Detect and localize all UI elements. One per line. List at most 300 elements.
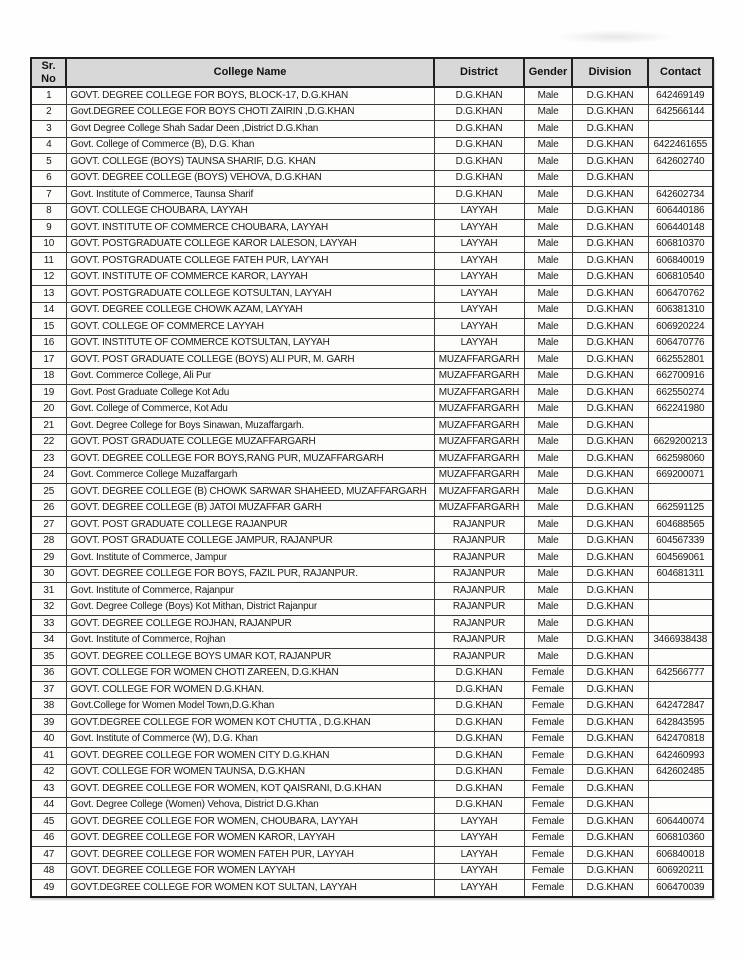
cell-contact: 606920224 <box>648 319 713 336</box>
cell-district: LAYYAH <box>434 236 524 253</box>
cell-contact: 606470762 <box>648 286 713 303</box>
cell-division: D.G.KHAN <box>572 418 648 435</box>
cell-gender: Male <box>524 170 572 187</box>
cell-contact <box>648 170 713 187</box>
cell-division: D.G.KHAN <box>572 319 648 336</box>
cell-gender: Male <box>524 121 572 138</box>
cell-sr_no: 28 <box>31 533 66 550</box>
cell-division: D.G.KHAN <box>572 385 648 402</box>
cell-sr_no: 41 <box>31 748 66 765</box>
cell-district: RAJANPUR <box>434 550 524 567</box>
cell-district: D.G.KHAN <box>434 731 524 748</box>
cell-division: D.G.KHAN <box>572 137 648 154</box>
cell-district: MUZAFFARGARH <box>434 368 524 385</box>
cell-gender: Male <box>524 104 572 121</box>
cell-gender: Male <box>524 616 572 633</box>
cell-division: D.G.KHAN <box>572 632 648 649</box>
cell-contact <box>648 121 713 138</box>
cell-gender: Female <box>524 863 572 880</box>
cell-sr_no: 10 <box>31 236 66 253</box>
table-row <box>31 302 713 319</box>
table-row <box>31 715 713 732</box>
column-header-gender: Gender <box>524 58 572 87</box>
cell-division: D.G.KHAN <box>572 566 648 583</box>
cell-district: D.G.KHAN <box>434 764 524 781</box>
cell-sr_no: 49 <box>31 880 66 897</box>
table-row <box>31 764 713 781</box>
cell-college_name: GOVT.DEGREE COLLEGE FOR WOMEN KOT CHUTTA , D.G.KHAN <box>66 715 434 732</box>
table-row <box>31 137 713 154</box>
cell-gender: Male <box>524 269 572 286</box>
cell-gender: Male <box>524 87 572 104</box>
column-header-contact: Contact <box>648 58 713 87</box>
cell-sr_no: 40 <box>31 731 66 748</box>
cell-sr_no: 18 <box>31 368 66 385</box>
cell-contact <box>648 649 713 666</box>
cell-college_name: GOVT. DEGREE COLLEGE CHOWK AZAM, LAYYAH <box>66 302 434 319</box>
table-row <box>31 616 713 633</box>
cell-contact: 604688565 <box>648 517 713 534</box>
cell-division: D.G.KHAN <box>572 220 648 237</box>
cell-college_name: GOVT. COLLEGE (BOYS) TAUNSA SHARIF, D.G. KHAN <box>66 154 434 171</box>
cell-division: D.G.KHAN <box>572 814 648 831</box>
cell-gender: Female <box>524 847 572 864</box>
cell-college_name: Govt. Institute of Commerce, Taunsa Sharif <box>66 187 434 204</box>
table-row <box>31 434 713 451</box>
table-row <box>31 731 713 748</box>
cell-division: D.G.KHAN <box>572 599 648 616</box>
cell-gender: Male <box>524 154 572 171</box>
cell-gender: Male <box>524 467 572 484</box>
cell-contact: 606810370 <box>648 236 713 253</box>
cell-gender: Female <box>524 814 572 831</box>
cell-sr_no: 29 <box>31 550 66 567</box>
table-row <box>31 236 713 253</box>
table-row <box>31 220 713 237</box>
cell-contact: 642843595 <box>648 715 713 732</box>
cell-college_name: GOVT. POSTGRADUATE COLLEGE FATEH PUR, LAYYAH <box>66 253 434 270</box>
cell-gender: Male <box>524 335 572 352</box>
cell-contact: 662591125 <box>648 500 713 517</box>
cell-contact <box>648 781 713 798</box>
table-row <box>31 863 713 880</box>
table-row <box>31 880 713 897</box>
cell-district: RAJANPUR <box>434 517 524 534</box>
cell-contact: 662598060 <box>648 451 713 468</box>
cell-college_name: GOVT. DEGREE COLLEGE FOR WOMEN FATEH PUR, LAYYAH <box>66 847 434 864</box>
table-row <box>31 698 713 715</box>
column-header-district: District <box>434 58 524 87</box>
cell-college_name: Govt. Commerce College, Ali Pur <box>66 368 434 385</box>
cell-college_name: Govt.College for Women Model Town,D.G.Khan <box>66 698 434 715</box>
cell-gender: Male <box>524 236 572 253</box>
cell-division: D.G.KHAN <box>572 715 648 732</box>
cell-college_name: GOVT. POST GRADUATE COLLEGE RAJANPUR <box>66 517 434 534</box>
cell-contact: 642602734 <box>648 187 713 204</box>
cell-gender: Male <box>524 401 572 418</box>
cell-college_name: GOVT. POST GRADUATE COLLEGE MUZAFFARGARH <box>66 434 434 451</box>
cell-college_name: GOVT. DEGREE COLLEGE FOR BOYS, FAZIL PUR, RAJANPUR. <box>66 566 434 583</box>
cell-contact: 606470039 <box>648 880 713 897</box>
cell-gender: Male <box>524 385 572 402</box>
table-row <box>31 517 713 534</box>
cell-district: LAYYAH <box>434 269 524 286</box>
cell-contact <box>648 583 713 600</box>
cell-college_name: GOVT. DEGREE COLLEGE BOYS UMAR KOT, RAJANPUR <box>66 649 434 666</box>
cell-division: D.G.KHAN <box>572 781 648 798</box>
cell-division: D.G.KHAN <box>572 352 648 369</box>
cell-district: D.G.KHAN <box>434 781 524 798</box>
cell-sr_no: 47 <box>31 847 66 864</box>
table-row <box>31 368 713 385</box>
cell-district: LAYYAH <box>434 286 524 303</box>
cell-sr_no: 22 <box>31 434 66 451</box>
cell-sr_no: 8 <box>31 203 66 220</box>
cell-gender: Female <box>524 665 572 682</box>
cell-sr_no: 32 <box>31 599 66 616</box>
cell-contact: 662241980 <box>648 401 713 418</box>
cell-district: MUZAFFARGARH <box>434 500 524 517</box>
column-header-sr-no: Sr. No <box>31 58 66 87</box>
table-row <box>31 500 713 517</box>
cell-sr_no: 4 <box>31 137 66 154</box>
table-row <box>31 187 713 204</box>
cell-sr_no: 1 <box>31 87 66 104</box>
cell-sr_no: 39 <box>31 715 66 732</box>
cell-division: D.G.KHAN <box>572 401 648 418</box>
cell-contact: 606810360 <box>648 830 713 847</box>
cell-district: MUZAFFARGARH <box>434 401 524 418</box>
cell-gender: Male <box>524 368 572 385</box>
cell-college_name: Govt. College of Commerce (B), D.G. Khan <box>66 137 434 154</box>
cell-sr_no: 25 <box>31 484 66 501</box>
cell-contact: 642460993 <box>648 748 713 765</box>
cell-contact: 642472847 <box>648 698 713 715</box>
cell-contact: 3466938438 <box>648 632 713 649</box>
table-row <box>31 797 713 814</box>
cell-district: MUZAFFARGARH <box>434 385 524 402</box>
cell-contact: 606470776 <box>648 335 713 352</box>
table-row <box>31 154 713 171</box>
cell-sr_no: 14 <box>31 302 66 319</box>
cell-college_name: GOVT. DEGREE COLLEGE FOR WOMEN, CHOUBARA, LAYYAH <box>66 814 434 831</box>
cell-division: D.G.KHAN <box>572 484 648 501</box>
cell-gender: Female <box>524 682 572 699</box>
cell-contact <box>648 616 713 633</box>
cell-contact: 606381310 <box>648 302 713 319</box>
cell-gender: Male <box>524 533 572 550</box>
cell-college_name: GOVT. COLLEGE FOR WOMEN TAUNSA, D.G.KHAN <box>66 764 434 781</box>
cell-college_name: GOVT. DEGREE COLLEGE (B) CHOWK SARWAR SHAHEED, MUZAFFARGARH <box>66 484 434 501</box>
cell-gender: Male <box>524 286 572 303</box>
column-header-college-name: College Name <box>66 58 434 87</box>
cell-sr_no: 15 <box>31 319 66 336</box>
cell-sr_no: 12 <box>31 269 66 286</box>
table-row <box>31 632 713 649</box>
cell-district: RAJANPUR <box>434 649 524 666</box>
cell-contact: 606440074 <box>648 814 713 831</box>
cell-college_name: GOVT. COLLEGE FOR WOMEN D.G.KHAN. <box>66 682 434 699</box>
cell-gender: Male <box>524 451 572 468</box>
cell-district: D.G.KHAN <box>434 665 524 682</box>
cell-sr_no: 7 <box>31 187 66 204</box>
cell-district: LAYYAH <box>434 863 524 880</box>
cell-division: D.G.KHAN <box>572 451 648 468</box>
cell-contact: 662552801 <box>648 352 713 369</box>
cell-division: D.G.KHAN <box>572 797 648 814</box>
cell-sr_no: 45 <box>31 814 66 831</box>
cell-division: D.G.KHAN <box>572 253 648 270</box>
cell-district: LAYYAH <box>434 880 524 897</box>
table-row <box>31 583 713 600</box>
cell-college_name: GOVT. POSTGRADUATE COLLEGE KOTSULTAN, LAYYAH <box>66 286 434 303</box>
cell-college_name: Govt. Institute of Commerce, Rojhan <box>66 632 434 649</box>
cell-college_name: GOVT. COLLEGE FOR WOMEN CHOTI ZAREEN, D.G.KHAN <box>66 665 434 682</box>
cell-sr_no: 38 <box>31 698 66 715</box>
cell-college_name: Govt. Post Graduate College Kot Adu <box>66 385 434 402</box>
cell-district: LAYYAH <box>434 319 524 336</box>
scan-artifact <box>555 30 675 44</box>
cell-college_name: Govt. Institute of Commerce (W), D.G. Khan <box>66 731 434 748</box>
cell-district: LAYYAH <box>434 847 524 864</box>
cell-district: D.G.KHAN <box>434 154 524 171</box>
cell-sr_no: 23 <box>31 451 66 468</box>
cell-division: D.G.KHAN <box>572 335 648 352</box>
cell-district: D.G.KHAN <box>434 87 524 104</box>
cell-college_name: GOVT. POST GRADUATE COLLEGE (BOYS) ALI PUR, M. GARH <box>66 352 434 369</box>
cell-college_name: GOVT. DEGREE COLLEGE FOR WOMEN LAYYAH <box>66 863 434 880</box>
cell-district: RAJANPUR <box>434 566 524 583</box>
cell-gender: Male <box>524 302 572 319</box>
cell-district: D.G.KHAN <box>434 187 524 204</box>
cell-district: MUZAFFARGARH <box>434 467 524 484</box>
cell-sr_no: 33 <box>31 616 66 633</box>
cell-division: D.G.KHAN <box>572 550 648 567</box>
cell-contact: 606840019 <box>648 253 713 270</box>
cell-contact: 642602740 <box>648 154 713 171</box>
cell-district: D.G.KHAN <box>434 748 524 765</box>
cell-college_name: GOVT. POST GRADUATE COLLEGE JAMPUR, RAJANPUR <box>66 533 434 550</box>
cell-contact: 604567339 <box>648 533 713 550</box>
cell-division: D.G.KHAN <box>572 170 648 187</box>
cell-sr_no: 42 <box>31 764 66 781</box>
table-row <box>31 533 713 550</box>
cell-college_name: GOVT. DEGREE COLLEGE ROJHAN, RAJANPUR <box>66 616 434 633</box>
cell-college_name: GOVT. DEGREE COLLEGE (B) JATOI MUZAFFAR GARH <box>66 500 434 517</box>
cell-division: D.G.KHAN <box>572 269 648 286</box>
cell-college_name: Govt. Institute of Commerce, Jampur <box>66 550 434 567</box>
table-header-row <box>31 58 713 87</box>
cell-division: D.G.KHAN <box>572 698 648 715</box>
cell-gender: Male <box>524 649 572 666</box>
cell-contact: 6629200213 <box>648 434 713 451</box>
cell-district: D.G.KHAN <box>434 698 524 715</box>
cell-college_name: GOVT. INSTITUTE OF COMMERCE KOTSULTAN, LAYYAH <box>66 335 434 352</box>
cell-college_name: Govt. Degree College (Boys) Kot Mithan, District Rajanpur <box>66 599 434 616</box>
cell-division: D.G.KHAN <box>572 368 648 385</box>
table-row <box>31 467 713 484</box>
table-row <box>31 319 713 336</box>
table-row <box>31 599 713 616</box>
cell-gender: Female <box>524 781 572 798</box>
cell-college_name: GOVT. DEGREE COLLEGE (BOYS) VEHOVA, D.G.KHAN <box>66 170 434 187</box>
cell-division: D.G.KHAN <box>572 500 648 517</box>
cell-gender: Female <box>524 830 572 847</box>
cell-sr_no: 6 <box>31 170 66 187</box>
cell-district: RAJANPUR <box>434 616 524 633</box>
cell-gender: Male <box>524 583 572 600</box>
table-row <box>31 104 713 121</box>
cell-contact <box>648 599 713 616</box>
cell-division: D.G.KHAN <box>572 533 648 550</box>
cell-sr_no: 3 <box>31 121 66 138</box>
table-row <box>31 87 713 104</box>
cell-sr_no: 20 <box>31 401 66 418</box>
cell-contact: 642470818 <box>648 731 713 748</box>
cell-district: LAYYAH <box>434 220 524 237</box>
cell-district: LAYYAH <box>434 253 524 270</box>
cell-district: LAYYAH <box>434 335 524 352</box>
cell-sr_no: 21 <box>31 418 66 435</box>
cell-division: D.G.KHAN <box>572 121 648 138</box>
cell-gender: Male <box>524 550 572 567</box>
cell-district: D.G.KHAN <box>434 104 524 121</box>
table-row <box>31 385 713 402</box>
cell-gender: Male <box>524 220 572 237</box>
cell-contact: 606920211 <box>648 863 713 880</box>
cell-division: D.G.KHAN <box>572 682 648 699</box>
cell-contact: 642566777 <box>648 665 713 682</box>
table-row <box>31 847 713 864</box>
cell-college_name: GOVT.DEGREE COLLEGE FOR WOMEN KOT SULTAN, LAYYAH <box>66 880 434 897</box>
cell-division: D.G.KHAN <box>572 434 648 451</box>
cell-contact: 669200071 <box>648 467 713 484</box>
cell-sr_no: 43 <box>31 781 66 798</box>
cell-district: MUZAFFARGARH <box>434 418 524 435</box>
cell-college_name: GOVT. INSTITUTE OF COMMERCE CHOUBARA, LAYYAH <box>66 220 434 237</box>
cell-division: D.G.KHAN <box>572 187 648 204</box>
cell-college_name: Govt. Degree College (Women) Vehova, District D.G.Khan <box>66 797 434 814</box>
cell-gender: Female <box>524 748 572 765</box>
cell-contact: 662700916 <box>648 368 713 385</box>
cell-gender: Female <box>524 731 572 748</box>
cell-gender: Female <box>524 880 572 897</box>
cell-division: D.G.KHAN <box>572 154 648 171</box>
cell-contact: 606440148 <box>648 220 713 237</box>
cell-gender: Male <box>524 500 572 517</box>
table-row <box>31 550 713 567</box>
cell-contact <box>648 682 713 699</box>
cell-division: D.G.KHAN <box>572 616 648 633</box>
cell-district: D.G.KHAN <box>434 170 524 187</box>
table-row <box>31 121 713 138</box>
cell-division: D.G.KHAN <box>572 764 648 781</box>
cell-contact: 606810540 <box>648 269 713 286</box>
cell-sr_no: 5 <box>31 154 66 171</box>
cell-gender: Male <box>524 434 572 451</box>
cell-contact: 606440186 <box>648 203 713 220</box>
cell-division: D.G.KHAN <box>572 467 648 484</box>
cell-gender: Male <box>524 632 572 649</box>
cell-gender: Female <box>524 698 572 715</box>
college-table-body <box>31 87 713 897</box>
cell-gender: Male <box>524 352 572 369</box>
cell-district: LAYYAH <box>434 302 524 319</box>
cell-contact: 6422461655 <box>648 137 713 154</box>
cell-division: D.G.KHAN <box>572 880 648 897</box>
cell-college_name: GOVT. DEGREE COLLEGE FOR WOMEN KAROR, LAYYAH <box>66 830 434 847</box>
cell-college_name: Govt.DEGREE COLLEGE FOR BOYS CHOTI ZAIRIN ,D.G.KHAN <box>66 104 434 121</box>
cell-college_name: GOVT. COLLEGE CHOUBARA, LAYYAH <box>66 203 434 220</box>
cell-contact <box>648 797 713 814</box>
table-row <box>31 203 713 220</box>
cell-district: RAJANPUR <box>434 533 524 550</box>
cell-division: D.G.KHAN <box>572 302 648 319</box>
cell-college_name: Govt. College of Commerce, Kot Adu <box>66 401 434 418</box>
cell-college_name: GOVT. DEGREE COLLEGE FOR WOMEN, KOT QAISRANI, D.G.KHAN <box>66 781 434 798</box>
table-row <box>31 401 713 418</box>
cell-district: D.G.KHAN <box>434 121 524 138</box>
cell-contact: 642602485 <box>648 764 713 781</box>
cell-division: D.G.KHAN <box>572 863 648 880</box>
cell-division: D.G.KHAN <box>572 731 648 748</box>
column-header-division: Division <box>572 58 648 87</box>
cell-sr_no: 36 <box>31 665 66 682</box>
cell-contact: 604569061 <box>648 550 713 567</box>
cell-sr_no: 46 <box>31 830 66 847</box>
cell-gender: Male <box>524 418 572 435</box>
cell-sr_no: 19 <box>31 385 66 402</box>
cell-college_name: GOVT. INSTITUTE OF COMMERCE KAROR, LAYYAH <box>66 269 434 286</box>
cell-contact: 642566144 <box>648 104 713 121</box>
cell-district: MUZAFFARGARH <box>434 352 524 369</box>
cell-district: MUZAFFARGARH <box>434 451 524 468</box>
cell-gender: Male <box>524 187 572 204</box>
cell-district: RAJANPUR <box>434 599 524 616</box>
table-row <box>31 170 713 187</box>
cell-sr_no: 13 <box>31 286 66 303</box>
cell-contact: 606840018 <box>648 847 713 864</box>
cell-contact: 642469149 <box>648 87 713 104</box>
cell-sr_no: 2 <box>31 104 66 121</box>
cell-gender: Male <box>524 203 572 220</box>
cell-sr_no: 44 <box>31 797 66 814</box>
cell-gender: Male <box>524 517 572 534</box>
cell-college_name: Govt. Degree College for Boys Sinawan, Muzaffargarh. <box>66 418 434 435</box>
cell-sr_no: 17 <box>31 352 66 369</box>
cell-district: D.G.KHAN <box>434 715 524 732</box>
cell-division: D.G.KHAN <box>572 236 648 253</box>
table-row <box>31 352 713 369</box>
cell-division: D.G.KHAN <box>572 830 648 847</box>
cell-college_name: GOVT. COLLEGE OF COMMERCE LAYYAH <box>66 319 434 336</box>
cell-sr_no: 37 <box>31 682 66 699</box>
table-header <box>31 58 713 87</box>
table-row <box>31 335 713 352</box>
table-row <box>31 451 713 468</box>
cell-gender: Male <box>524 566 572 583</box>
table-row <box>31 682 713 699</box>
college-table <box>30 57 714 898</box>
cell-district: RAJANPUR <box>434 583 524 600</box>
table-row <box>31 286 713 303</box>
cell-sr_no: 35 <box>31 649 66 666</box>
cell-district: LAYYAH <box>434 203 524 220</box>
table-row <box>31 566 713 583</box>
cell-sr_no: 11 <box>31 253 66 270</box>
cell-gender: Male <box>524 137 572 154</box>
cell-contact: 604681311 <box>648 566 713 583</box>
